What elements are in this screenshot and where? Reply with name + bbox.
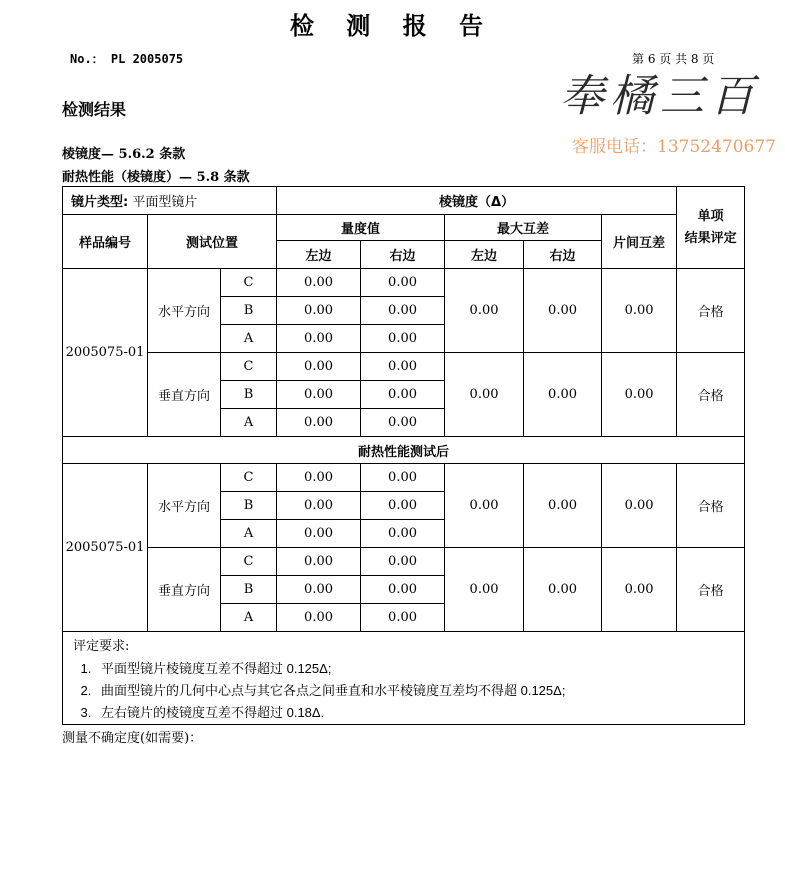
max-diff-left-value: 0.00 [445,464,524,548]
direction-label: 垂直方向 [148,353,221,437]
requirements-title: 评定要求: [73,639,130,654]
table-row [63,548,745,576]
max-diff-header: 最大互差 [445,215,602,241]
direction-label: 垂直方向 [148,548,221,632]
prism-header: 棱镜度（Δ） [277,187,677,215]
position-label: B [221,297,277,325]
between-lens-value: 0.00 [602,269,677,353]
measured-header: 量度值 [277,215,445,241]
section-title: 检测结果 [62,100,127,119]
clause-prism: 棱镜度— 5.6.2 条款 [62,147,186,162]
measured-left-value: 0.00 [277,548,361,576]
result-value: 合格 [677,464,745,548]
measured-left-value: 0.00 [277,409,361,437]
between-lens-value: 0.00 [602,464,677,548]
measured-right-value: 0.00 [361,576,445,604]
position-label: B [221,381,277,409]
measured-left-value: 0.00 [277,269,361,297]
measured-right-value: 0.00 [361,381,445,409]
sample-number: 2005075-01 [63,464,148,632]
phone-watermark: 客服电话：13752470677 [572,137,776,157]
measured-left-header: 左边 [277,241,361,269]
measured-right-value: 0.00 [361,325,445,353]
result-value: 合格 [677,548,745,632]
brand-watermark: 奉橘三百 [560,71,760,122]
lens-type-cell [63,187,277,215]
position-label: C [221,548,277,576]
max-diff-right-value: 0.00 [524,548,602,632]
requirements-list [73,658,744,724]
max-right-header: 右边 [524,241,602,269]
measured-left-value: 0.00 [277,381,361,409]
position-label: A [221,604,277,632]
measured-left-value: 0.00 [277,492,361,520]
direction-label: 水平方向 [148,464,221,548]
measured-left-value: 0.00 [277,464,361,492]
measured-right-value: 0.00 [361,464,445,492]
table-row [63,269,745,297]
max-diff-left-value: 0.00 [445,269,524,353]
after-heat-label: 耐热性能测试后 [63,437,745,464]
measured-left-value: 0.00 [277,297,361,325]
report-title: 检 测 报 告 [289,11,496,40]
position-label: B [221,576,277,604]
measured-left-value: 0.00 [277,353,361,381]
measured-right-value: 0.00 [361,297,445,325]
between-lens-header: 片间互差 [602,215,677,269]
requirements-cell [63,632,745,725]
page-info: 第 6 页 共 8 页 [632,52,715,66]
max-diff-right-value: 0.00 [524,464,602,548]
measured-right-value: 0.00 [361,604,445,632]
position-label: C [221,464,277,492]
measured-right-value: 0.00 [361,548,445,576]
clause-heat-resistance: 耐热性能（棱镜度）— 5.8 条款 [62,170,250,185]
position-label: A [221,325,277,353]
position-label: A [221,520,277,548]
uncertainty-note: 测量不确定度(如需要)： [62,731,203,746]
report-number: No.： PL 2005075 [70,52,184,66]
measured-right-value: 0.00 [361,520,445,548]
measured-right-header: 右边 [361,241,445,269]
lens-type-label: 镜片类型: [71,195,129,210]
between-lens-value: 0.00 [602,548,677,632]
single-item-header: 单项 结果评定 [677,187,745,269]
between-lens-value: 0.00 [602,353,677,437]
measured-right-value: 0.00 [361,353,445,381]
position-label: C [221,353,277,381]
requirement-item: 3. 左右镜片的棱镜度互差不得超过 0.18Δ. [95,702,744,724]
sample-no-header: 样品编号 [63,215,148,269]
position-label: B [221,492,277,520]
result-value: 合格 [677,353,745,437]
requirement-item: 2. 曲面型镜片的几何中心点与其它各点之间垂直和水平棱镜度互差均不得超 0.125Δ; [95,680,744,702]
max-diff-left-value: 0.00 [445,548,524,632]
lens-type-value: 平面型镜片 [132,195,198,210]
max-left-header: 左边 [445,241,524,269]
measured-left-value: 0.00 [277,604,361,632]
measured-left-value: 0.00 [277,520,361,548]
position-label: C [221,269,277,297]
result-value: 合格 [677,269,745,353]
test-position-header: 测试位置 [148,215,277,269]
measured-left-value: 0.00 [277,576,361,604]
table-row [63,353,745,381]
max-diff-left-value: 0.00 [445,353,524,437]
measured-right-value: 0.00 [361,409,445,437]
position-label: A [221,409,277,437]
measured-left-value: 0.00 [277,325,361,353]
measured-right-value: 0.00 [361,269,445,297]
requirement-item: 1. 平面型镜片棱镜度互差不得超过 0.125Δ; [95,658,744,680]
max-diff-right-value: 0.00 [524,269,602,353]
table-row [63,464,745,492]
measured-right-value: 0.00 [361,492,445,520]
max-diff-right-value: 0.00 [524,353,602,437]
direction-label: 水平方向 [148,269,221,353]
sample-number: 2005075-01 [63,269,148,437]
results-table [62,186,745,725]
